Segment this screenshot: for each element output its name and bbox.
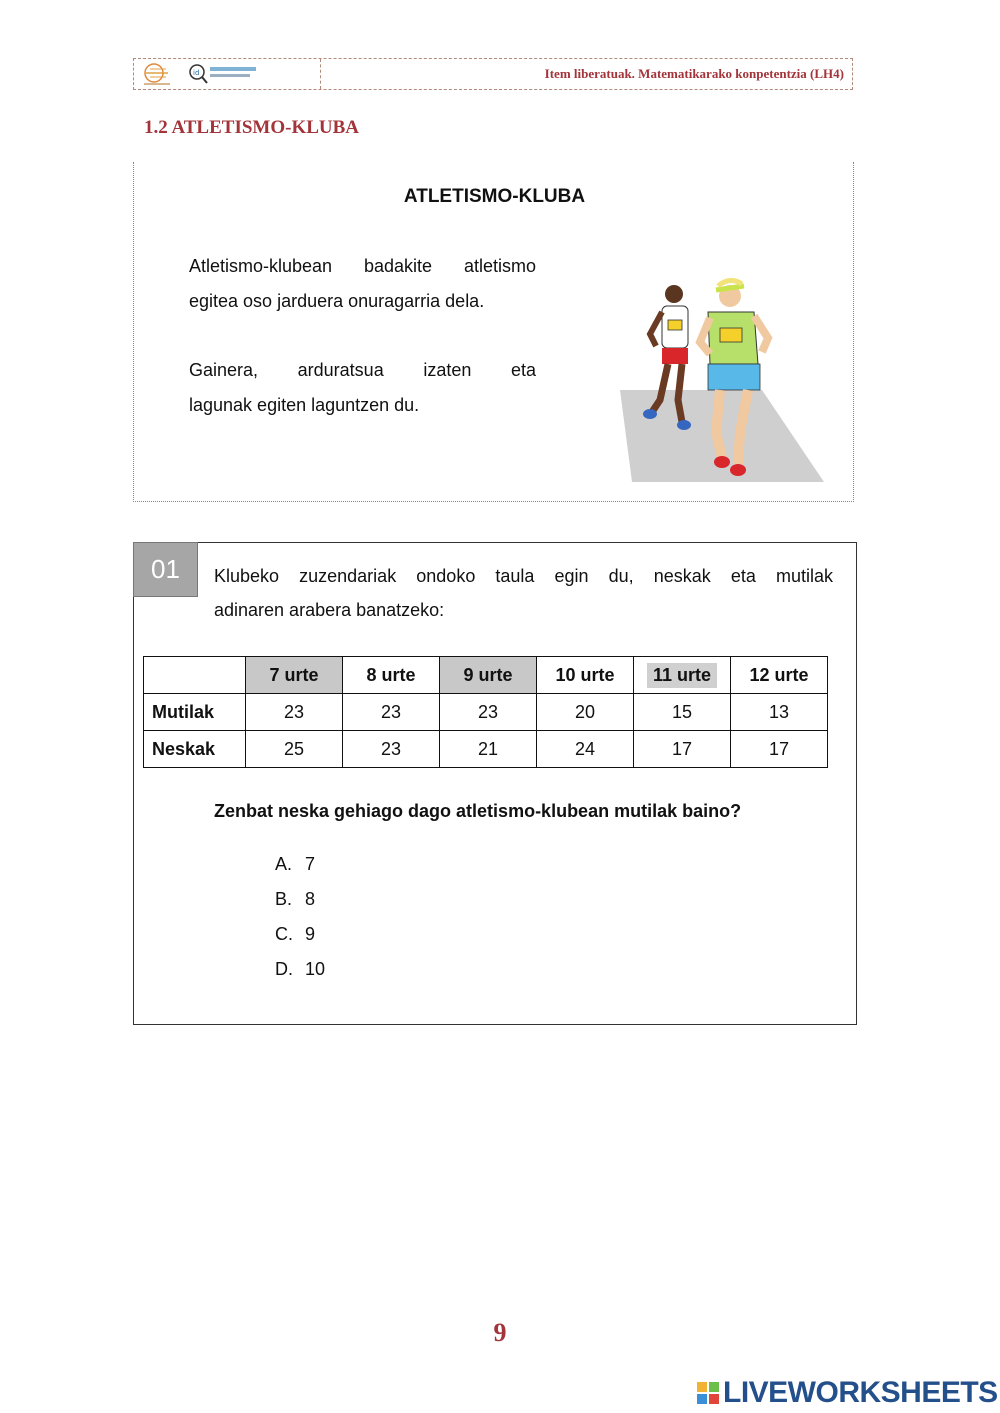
table-cell: 20 (537, 694, 634, 731)
intro-box (133, 162, 854, 502)
answer-option-c[interactable] (275, 917, 325, 952)
question-box (133, 542, 857, 1025)
table-row (144, 731, 828, 768)
liveworksheets-logo-icon (697, 1382, 719, 1404)
table-header-row (144, 657, 828, 694)
row-label: Neskak (144, 731, 246, 768)
intro-paragraph-2-line-1: Gainera, arduratsua izaten eta (189, 360, 536, 380)
question-intro (214, 559, 833, 627)
watermark-text: LIVEWORKSHEETS (723, 1376, 998, 1409)
table-cell: 17 (634, 731, 731, 768)
row-label: Mutilak (144, 694, 246, 731)
option-letter: B. (275, 889, 293, 909)
svg-text:id: id (193, 69, 200, 77)
question-number: 01 (133, 542, 198, 597)
answer-options (275, 847, 325, 987)
intro-paragraph-2-line-2: lagunak egiten laguntzen du. (189, 395, 420, 415)
option-value: 10 (305, 959, 326, 979)
runners-illustration-icon (612, 272, 824, 492)
intro-paragraph-1 (189, 249, 536, 319)
option-value: 8 (305, 889, 316, 909)
table-row (144, 694, 828, 731)
header-divider (320, 59, 321, 89)
table-cell: 23 (246, 694, 343, 731)
intro-paragraph-2 (189, 353, 536, 423)
table-header-cell (634, 657, 731, 694)
table-header-cell: 10 urte (537, 657, 634, 694)
age-distribution-table (143, 656, 828, 768)
option-value: 7 (305, 854, 316, 874)
table-header-label: 11 urte (647, 663, 717, 688)
institution-logo-icon (140, 62, 174, 86)
table-cell: 13 (731, 694, 828, 731)
table-cell: 17 (731, 731, 828, 768)
table-cell: 23 (440, 694, 537, 731)
evaluation-logo-icon (188, 62, 262, 86)
table-cell: 23 (343, 731, 440, 768)
intro-heading: ATLETISMO-KLUBA (403, 186, 586, 207)
question-intro-line-1: Klubeko zuzendariak ondoko taula egin du, neskak eta mutilak (214, 566, 833, 586)
table-header-cell (144, 657, 246, 694)
intro-paragraph-1-line-1: Atletismo-klubean badakite atletismo (189, 256, 536, 276)
intro-paragraph-1-line-2: egitea oso jarduera onuragarria dela. (189, 291, 485, 311)
page-number: 9 (493, 1318, 507, 1347)
page-header (133, 58, 853, 90)
question-prompt: Zenbat neska gehiago dago atletismo-klubean mutilak baino? (214, 801, 742, 821)
table-cell: 21 (440, 731, 537, 768)
answer-option-a[interactable] (275, 847, 325, 882)
table-header-cell: 7 urte (246, 657, 343, 694)
liveworksheets-watermark (697, 1376, 998, 1410)
question-intro-line-2: adinaren arabera banatzeko: (214, 600, 445, 620)
table-header-cell: 8 urte (343, 657, 440, 694)
section-title: 1.2 ATLETISMO-KLUBA (144, 117, 360, 138)
table-cell: 15 (634, 694, 731, 731)
table-cell: 25 (246, 731, 343, 768)
table-header-cell: 12 urte (731, 657, 828, 694)
option-letter: C. (275, 924, 293, 944)
header-title: Item liberatuak. Matematikarako konpetentzia (LH4) (544, 66, 844, 81)
option-value: 9 (305, 924, 316, 944)
table-header-cell: 9 urte (440, 657, 537, 694)
option-letter: D. (275, 959, 293, 979)
option-letter: A. (275, 854, 293, 874)
answer-option-d[interactable] (275, 952, 325, 987)
table-cell: 23 (343, 694, 440, 731)
table-cell: 24 (537, 731, 634, 768)
answer-option-b[interactable] (275, 882, 325, 917)
